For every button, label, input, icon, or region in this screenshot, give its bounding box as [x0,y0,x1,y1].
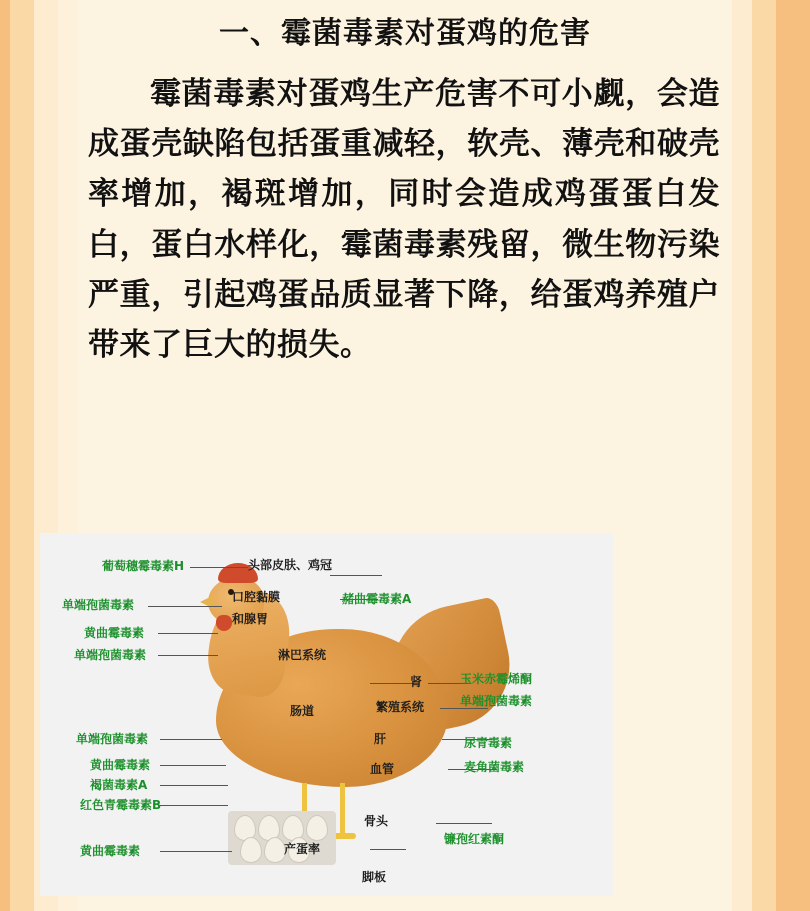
leader-line [160,765,226,766]
leader-line [370,849,406,850]
leader-line [190,567,248,568]
hen-leg-right [340,783,345,835]
page-title: 一、霉菌毒素对蛋鸡的危害 [219,16,591,51]
figure-label: 镰孢红素酮 [444,832,505,846]
figure-label: 单端孢菌毒素 [460,694,533,708]
figure-label: 淋巴系统 [278,648,327,662]
leader-line [160,739,222,740]
article-paragraph: 霉菌毒素对蛋鸡生产危害不可小觑，会造成蛋壳缺陷包括蛋重减轻，软壳、薄壳和破壳率增加，褐斑增加，同时会造成鸡蛋蛋白发白，蛋白水样化，霉菌毒素残留，微生物污染严重，引起鸡蛋品质显著下降，给蛋鸡养殖户带来了巨大的损失。 [88,76,720,364]
figure-label: 单端孢菌毒素 [76,732,149,746]
figure-label: 尿青毒素 [464,736,513,750]
figure-label: 黄曲霉毒素 [84,626,145,640]
egg [264,837,286,863]
figure-label: 肠道 [290,704,315,718]
figure-label: 产蛋率 [284,842,321,856]
figure-label: 黄曲霉毒素 [80,844,141,858]
figure-label: 单端孢菌毒素 [74,648,147,662]
leader-line [436,823,492,824]
leader-line [330,575,382,576]
leader-line [160,851,232,852]
leader-line [158,655,218,656]
chicken-mycotoxin-diagram [40,533,613,896]
egg [306,815,328,841]
leader-line [160,785,228,786]
leader-line [370,683,414,684]
figure-label: 血管 [370,762,395,776]
leader-line [440,708,488,709]
figure-label: 脚板 [362,870,387,884]
figure-label: 繁殖系统 [376,700,425,714]
figure-label: 肝 [374,732,387,746]
figure-label: 褐菌毒素A [90,778,148,792]
figure-label: 单端孢菌毒素 [62,598,135,612]
figure-label: 葡萄穗霉毒素H [102,559,185,573]
figure-label: 和腺胃 [232,612,269,626]
hen-wattle-shape [216,615,232,631]
figure-label: 肾 [410,675,423,689]
figure-label: 麦角菌毒素 [464,760,525,774]
leader-line [158,633,218,634]
diagram-canvas [40,533,613,896]
figure-label: 玉米赤霉烯酮 [460,672,533,686]
figure-label: 骨头 [364,814,389,828]
figure-label: 黄曲霉毒素 [90,758,151,772]
leader-line [148,606,222,607]
figure-label: 口腔黏膜 [232,590,281,604]
figure-label: 红色青霉毒素B [80,798,162,812]
figure-label: 赭曲霉毒素A [342,592,412,606]
leader-line [160,805,228,806]
figure-label: 头部皮肤、鸡冠 [248,558,333,572]
egg [240,837,262,863]
